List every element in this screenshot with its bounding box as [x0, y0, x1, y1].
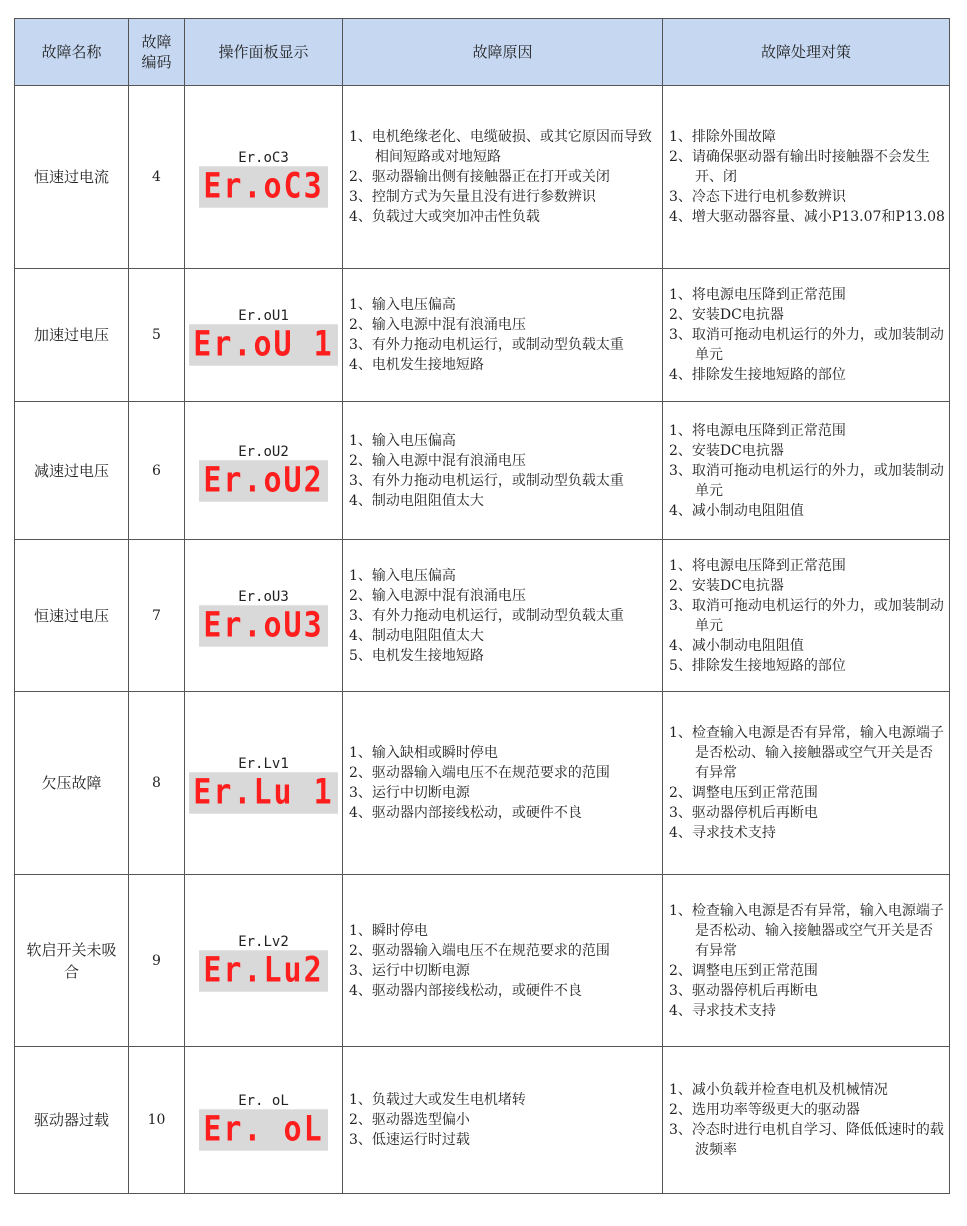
led-display: Er.Lu2 — [199, 950, 327, 991]
solution-item: 3、冷态下进行电机参数辨识 — [669, 189, 846, 205]
cause-item: 2、输入电源中混有浪涌电压 — [349, 452, 526, 469]
header-fault-solution: 故障处理对策 — [663, 19, 950, 86]
solution-item: 1、将电源电压降到正常范围 — [669, 287, 846, 303]
cause-item: 2、输入电源中混有浪涌电压 — [349, 317, 526, 333]
fault-causes — [343, 86, 663, 269]
solution-item: 1、检查输入电源是否有异常，输入电源端子是否松动、输入接触器或空气开关是否有异常 — [669, 902, 944, 959]
fault-name: 欠压故障 — [15, 692, 129, 875]
cause-item: 4、驱动器内部接线松动，或硬件不良 — [349, 805, 582, 821]
fault-solutions — [663, 540, 950, 692]
fault-solutions — [663, 402, 950, 540]
fault-name: 恒速过电压 — [15, 540, 129, 692]
fault-code: 10 — [129, 1047, 185, 1194]
solution-item: 1、将电源电压降到正常范围 — [669, 557, 846, 574]
panel-display-text: Er. oL — [238, 1093, 289, 1109]
solution-item: 1、检查输入电源是否有异常，输入电源端子是否松动、输入接触器或空气开关是否有异常 — [669, 725, 944, 781]
fault-solutions — [663, 875, 950, 1047]
led-display: Er.oC3 — [199, 166, 327, 207]
cause-item: 2、输入电源中混有浪涌电压 — [349, 587, 526, 604]
fault-code: 5 — [129, 269, 185, 402]
fault-causes — [343, 402, 663, 540]
table-row — [15, 1047, 950, 1194]
fault-code: 7 — [129, 540, 185, 692]
table-row — [15, 875, 950, 1047]
fault-name: 驱动器过载 — [15, 1047, 129, 1194]
fault-causes — [343, 1047, 663, 1194]
solution-item: 3、驱动器停机后再断电 — [669, 805, 818, 821]
led-display: Er.oU3 — [199, 605, 327, 646]
cause-item: 1、输入缺相或瞬时停电 — [349, 745, 498, 761]
cause-item: 4、驱动器内部接线松动，或硬件不良 — [349, 982, 582, 999]
fault-causes — [343, 269, 663, 402]
led-display: Er.oU 1 — [189, 324, 337, 365]
cause-item: 3、运行中切断电源 — [349, 962, 470, 979]
solution-item: 5、排除发生接地短路的部位 — [669, 657, 846, 674]
solution-item: 2、安装DC电抗器 — [669, 307, 784, 323]
panel-display-text: Er.oU2 — [238, 443, 289, 460]
solution-item: 3、取消可拖动电机运行的外力，或加装制动单元 — [669, 597, 944, 634]
fault-code: 6 — [129, 402, 185, 540]
cause-item: 1、输入电压偏高 — [349, 432, 456, 449]
cause-item: 3、运行中切断电源 — [349, 785, 470, 801]
cause-item: 3、低速运行时过载 — [349, 1132, 470, 1148]
table-row — [15, 402, 950, 540]
fault-solutions — [663, 269, 950, 402]
cause-item: 1、电机绝缘老化、电缆破损、或其它原因而导致相间短路或对地短路 — [349, 129, 652, 165]
table-row — [15, 692, 950, 875]
panel-display-text: Er.Lv1 — [238, 756, 289, 772]
solution-item: 4、减小制动电阻阻值 — [669, 637, 804, 654]
fault-causes — [343, 875, 663, 1047]
solution-item: 3、冷态时进行电机自学习、降低低速时的载波频率 — [669, 1122, 944, 1158]
solution-item: 2、选用功率等级更大的驱动器 — [669, 1102, 860, 1118]
cause-item: 2、驱动器输入端电压不在规范要求的范围 — [349, 942, 610, 959]
fault-causes — [343, 540, 663, 692]
header-panel-display: 操作面板显示 — [185, 19, 343, 86]
solution-item: 4、寻求技术支持 — [669, 825, 776, 841]
fault-table — [14, 18, 950, 1194]
solution-item: 4、减小制动电阻阻值 — [669, 502, 804, 519]
table-row — [15, 269, 950, 402]
solution-item: 2、安装DC电抗器 — [669, 577, 784, 594]
cause-item: 3、有外力拖动电机运行，或制动型负载太重 — [349, 607, 624, 624]
led-display: Er.oU2 — [199, 460, 327, 501]
panel-display — [185, 540, 343, 692]
cause-item: 1、瞬时停电 — [349, 922, 428, 939]
solution-item: 3、取消可拖动电机运行的外力，或加装制动单元 — [669, 327, 944, 363]
fault-causes — [343, 692, 663, 875]
fault-solutions — [663, 86, 950, 269]
panel-display — [185, 692, 343, 875]
cause-item: 2、驱动器输入端电压不在规范要求的范围 — [349, 765, 610, 781]
panel-display — [185, 875, 343, 1047]
solution-item: 2、安装DC电抗器 — [669, 442, 784, 459]
cause-item: 1、输入电压偏高 — [349, 567, 456, 584]
cause-item: 1、负载过大或发生电机堵转 — [349, 1092, 526, 1108]
panel-display-text: Er.oU3 — [238, 588, 289, 605]
fault-name: 加速过电压 — [15, 269, 129, 402]
cause-item: 5、电机发生接地短路 — [349, 647, 484, 664]
solution-item: 1、将电源电压降到正常范围 — [669, 422, 846, 439]
fault-code: 9 — [129, 875, 185, 1047]
fault-code: 8 — [129, 692, 185, 875]
panel-display-text: Er.oC3 — [238, 150, 289, 166]
table-row — [15, 86, 950, 269]
cause-item: 3、有外力拖动电机运行，或制动型负载太重 — [349, 337, 624, 353]
panel-display — [185, 402, 343, 540]
table-row — [15, 540, 950, 692]
table-header-row — [15, 19, 950, 86]
panel-display — [185, 1047, 343, 1194]
fault-table-container — [14, 18, 950, 1194]
solution-item: 2、调整电压到正常范围 — [669, 785, 818, 801]
cause-item: 2、驱动器选型偏小 — [349, 1112, 470, 1128]
header-fault-code: 故障编码 — [129, 19, 185, 86]
cause-item: 2、驱动器输出侧有接触器正在打开或关闭 — [349, 169, 610, 185]
led-display: Er.Lu 1 — [189, 772, 337, 813]
panel-display — [185, 269, 343, 402]
panel-display — [185, 86, 343, 269]
solution-item: 2、请确保驱动器有输出时接触器不会发生开、闭 — [669, 149, 930, 185]
cause-item: 3、有外力拖动电机运行，或制动型负载太重 — [349, 472, 624, 489]
fault-name: 恒速过电流 — [15, 86, 129, 269]
cause-item: 4、电机发生接地短路 — [349, 357, 484, 373]
header-fault-cause: 故障原因 — [343, 19, 663, 86]
fault-solutions — [663, 692, 950, 875]
cause-item: 4、制动电阻阻值太大 — [349, 627, 484, 644]
solution-item: 2、调整电压到正常范围 — [669, 962, 818, 979]
fault-name: 软启开关未吸合 — [15, 875, 129, 1047]
solution-item: 4、寻求技术支持 — [669, 1002, 776, 1019]
solution-item: 3、取消可拖动电机运行的外力，或加装制动单元 — [669, 462, 944, 499]
solution-item: 1、减小负载并检查电机及机械情况 — [669, 1082, 888, 1098]
cause-item: 4、负载过大或突加冲击性负载 — [349, 209, 540, 225]
solution-item: 4、排除发生接地短路的部位 — [669, 367, 846, 383]
fault-name: 减速过电压 — [15, 402, 129, 540]
panel-display-text: Er.Lv2 — [238, 933, 289, 950]
solution-item: 4、增大驱动器容量、减小P13.07和P13.08 — [669, 209, 945, 225]
led-display: Er. oL — [199, 1109, 327, 1150]
solution-item: 1、排除外围故障 — [669, 129, 776, 145]
cause-item: 3、控制方式为矢量且没有进行参数辨识 — [349, 189, 596, 205]
solution-item: 3、驱动器停机后再断电 — [669, 982, 818, 999]
cause-item: 4、制动电阻阻值太大 — [349, 492, 484, 509]
cause-item: 1、输入电压偏高 — [349, 297, 456, 313]
fault-code: 4 — [129, 86, 185, 269]
panel-display-text: Er.oU1 — [238, 308, 289, 324]
fault-solutions — [663, 1047, 950, 1194]
header-fault-name: 故障名称 — [15, 19, 129, 86]
